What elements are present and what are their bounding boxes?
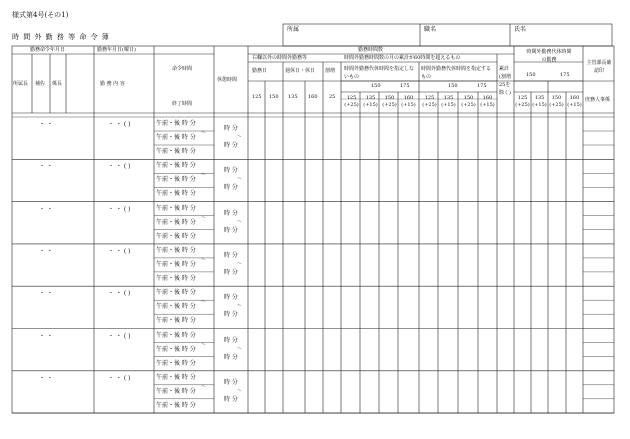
dept-head-header: 所属長 xyxy=(13,81,29,87)
order-date-cell[interactable]: ・ ・ xyxy=(39,374,53,382)
order-date-cell[interactable]: ・ ・ xyxy=(39,163,53,171)
end-time-cell[interactable]: 午前・後 時 分 xyxy=(156,134,196,141)
work-date-cell[interactable]: ・ ・ ( ) xyxy=(108,247,131,255)
designated-header: 時間外勤務代休時間を指定するもの xyxy=(421,66,492,80)
personnel-header: 庶務人事係 xyxy=(585,97,611,103)
workday-header: 勤務日 xyxy=(252,68,268,74)
not-designated-header: 時間外勤務代休時間を指定しないもの xyxy=(344,66,415,80)
order-date-cell[interactable]: ・ ・ xyxy=(39,247,53,255)
end-time-actual-cell[interactable]: 午前・後 時 分 xyxy=(156,317,196,325)
comp-sub-rate-0: 125 (+25) xyxy=(515,95,530,108)
sub-rate-0: 125 (+25) xyxy=(344,95,359,108)
work-date-cell[interactable]: ・ ・ ( ) xyxy=(108,290,131,298)
break-time-cell-2[interactable]: 時 分 xyxy=(224,353,238,361)
rate-175-nd: 175 xyxy=(400,83,410,89)
end-time-header: 終了時間 xyxy=(172,101,193,107)
work-date-cell[interactable]: ・ ・ ( ) xyxy=(108,374,131,382)
position-label: 職名 xyxy=(424,26,437,33)
break-time-cell-2[interactable]: 時 分 xyxy=(224,268,238,276)
name-field[interactable] xyxy=(530,30,610,44)
supervisor-header: 主管課長確認印 xyxy=(586,60,612,74)
start-time-cell[interactable]: 午前・後 時 分 xyxy=(156,373,196,381)
affiliation-label: 所属 xyxy=(287,26,300,33)
break-tilde: ～ xyxy=(237,218,243,225)
assistant-header: 補佐 xyxy=(35,81,46,87)
break-time-cell-2[interactable]: 時 分 xyxy=(224,142,238,149)
start-time-cell[interactable]: 午前・後 時 分 xyxy=(156,289,196,297)
end-time-cell[interactable]: 午前・後 時 分 xyxy=(156,387,196,395)
rate-175-d: 175 xyxy=(477,83,487,89)
cumulative-header: 累計(割増25を除く) xyxy=(499,66,511,96)
sub-rate-2: 150 (+25) xyxy=(382,95,397,108)
sub-rate-1: 135 (+15) xyxy=(363,95,378,108)
break-time-cell[interactable]: 時 分 xyxy=(224,336,238,344)
position-field[interactable] xyxy=(440,30,506,44)
break-time-cell[interactable]: 時 分 xyxy=(224,125,238,132)
break-tilde: ～ xyxy=(237,176,243,183)
weekly-rest-holiday-header: 週休日・休日 xyxy=(285,68,316,74)
end-time-cell[interactable]: 午前・後 時 分 xyxy=(156,218,196,226)
premium-header: 割増 xyxy=(325,68,336,74)
end-time-actual-cell[interactable]: 午前・後 時 分 xyxy=(156,401,196,409)
rate-175-comp: 175 xyxy=(560,72,570,78)
affiliation-field[interactable] xyxy=(300,30,415,44)
start-time-cell[interactable]: 午前・後 時 分 xyxy=(156,120,196,127)
tilde-mark: ～ xyxy=(201,214,207,221)
break-tilde: ～ xyxy=(237,303,243,310)
order-date-header: 勤務命令年月日 xyxy=(30,47,66,53)
order-date-cell[interactable]: ・ ・ xyxy=(39,332,53,340)
order-date-cell[interactable]: ・ ・ xyxy=(39,290,53,298)
work-date-cell[interactable]: ・ ・ ( ) xyxy=(108,163,131,171)
end-time-cell[interactable]: 午前・後 時 分 xyxy=(156,176,196,184)
break-time-cell[interactable]: 時 分 xyxy=(224,294,238,302)
chief-header: 係長 xyxy=(52,81,63,87)
over60-header: 時間外勤務時間数の月の累計が60時間を超えるもの xyxy=(344,55,461,61)
break-time-cell[interactable]: 時 分 xyxy=(224,378,238,386)
end-time-actual-cell[interactable]: 午前・後 時 分 xyxy=(156,274,196,282)
comp-leave-header: 時間外勤務代休時間の勤務 xyxy=(526,49,572,63)
break-time-cell[interactable]: 時 分 xyxy=(224,167,238,175)
sub-rate-6: 150 (+25) xyxy=(461,95,476,108)
break-tilde: ～ xyxy=(237,387,243,394)
comp-sub-rate-1: 135 (+15) xyxy=(532,95,547,108)
start-time-cell[interactable]: 午前・後 時 分 xyxy=(156,331,196,339)
rate-150-d: 150 xyxy=(448,83,458,89)
work-date-header: 勤務年月日(曜日) xyxy=(97,47,136,53)
order-time-header: 命令時間 xyxy=(172,66,193,72)
order-date-cell[interactable]: ・ ・ xyxy=(39,121,53,128)
rate-150: 150 xyxy=(269,94,279,100)
break-tilde: ～ xyxy=(237,345,243,352)
form-number: 様式第4号(その1) xyxy=(12,11,69,19)
rate-135: 135 xyxy=(288,94,298,100)
order-date-cell[interactable]: ・ ・ xyxy=(39,205,53,213)
sub-rate-7: 160 (+15) xyxy=(480,95,495,108)
duty-content-header: 勤 務 内 容 xyxy=(100,81,125,87)
break-time-cell-2[interactable]: 時 分 xyxy=(224,184,238,192)
break-time-cell-2[interactable]: 時 分 xyxy=(224,226,238,234)
form-title: 時 間 外 勤 務 等 命 令 簿 xyxy=(12,33,110,41)
work-date-cell[interactable]: ・ ・ ( ) xyxy=(108,121,131,128)
break-time-cell-2[interactable]: 時 分 xyxy=(224,395,238,403)
name-label: 氏名 xyxy=(514,26,527,33)
end-time-cell[interactable]: 午前・後 時 分 xyxy=(156,303,196,311)
end-time-actual-cell[interactable]: 午前・後 時 分 xyxy=(156,190,196,198)
work-date-cell[interactable]: ・ ・ ( ) xyxy=(108,332,131,340)
tilde-mark: ～ xyxy=(201,341,207,348)
break-time-cell-2[interactable]: 時 分 xyxy=(224,311,238,319)
sub-rate-3: 160 (+15) xyxy=(401,95,416,108)
end-time-cell[interactable]: 午前・後 時 分 xyxy=(156,260,196,268)
work-hours-header: 勤務時間数 xyxy=(358,47,384,53)
break-tilde: ～ xyxy=(237,260,243,267)
tilde-mark: ～ xyxy=(201,256,207,263)
tilde-mark: ～ xyxy=(201,130,207,136)
tilde-mark: ～ xyxy=(201,172,207,179)
comp-sub-rate-2: 150 (+25) xyxy=(549,95,564,108)
end-time-actual-cell[interactable]: 午前・後 時 分 xyxy=(156,148,196,155)
tilde-mark: ～ xyxy=(201,299,207,306)
break-tilde: ～ xyxy=(237,134,243,140)
other-overtime-header: 右欄以外の時間外勤務等 xyxy=(252,55,308,61)
rate-125: 125 xyxy=(252,94,262,100)
rate-150-nd: 150 xyxy=(371,83,381,89)
end-time-actual-cell[interactable]: 午前・後 時 分 xyxy=(156,232,196,240)
start-time-cell[interactable]: 午前・後 時 分 xyxy=(156,204,196,212)
rate-150-comp: 150 xyxy=(526,72,536,78)
end-time-cell[interactable]: 午前・後 時 分 xyxy=(156,345,196,353)
start-time-cell[interactable]: 午前・後 時 分 xyxy=(156,162,196,170)
sub-rate-4: 125 (+25) xyxy=(422,95,437,108)
sub-rate-5: 135 (+15) xyxy=(441,95,456,108)
rate-25: 25 xyxy=(329,94,336,100)
rate-160: 160 xyxy=(308,94,318,100)
comp-sub-rate-3: 160 (+15) xyxy=(567,95,582,108)
tilde-mark: ～ xyxy=(201,383,207,390)
break-time-header: 休憩時間 xyxy=(217,77,238,83)
work-date-cell[interactable]: ・ ・ ( ) xyxy=(108,205,131,213)
end-time-actual-cell[interactable]: 午前・後 時 分 xyxy=(156,359,196,367)
break-time-cell[interactable]: 時 分 xyxy=(224,251,238,259)
break-time-cell[interactable]: 時 分 xyxy=(224,209,238,217)
start-time-cell[interactable]: 午前・後 時 分 xyxy=(156,246,196,254)
